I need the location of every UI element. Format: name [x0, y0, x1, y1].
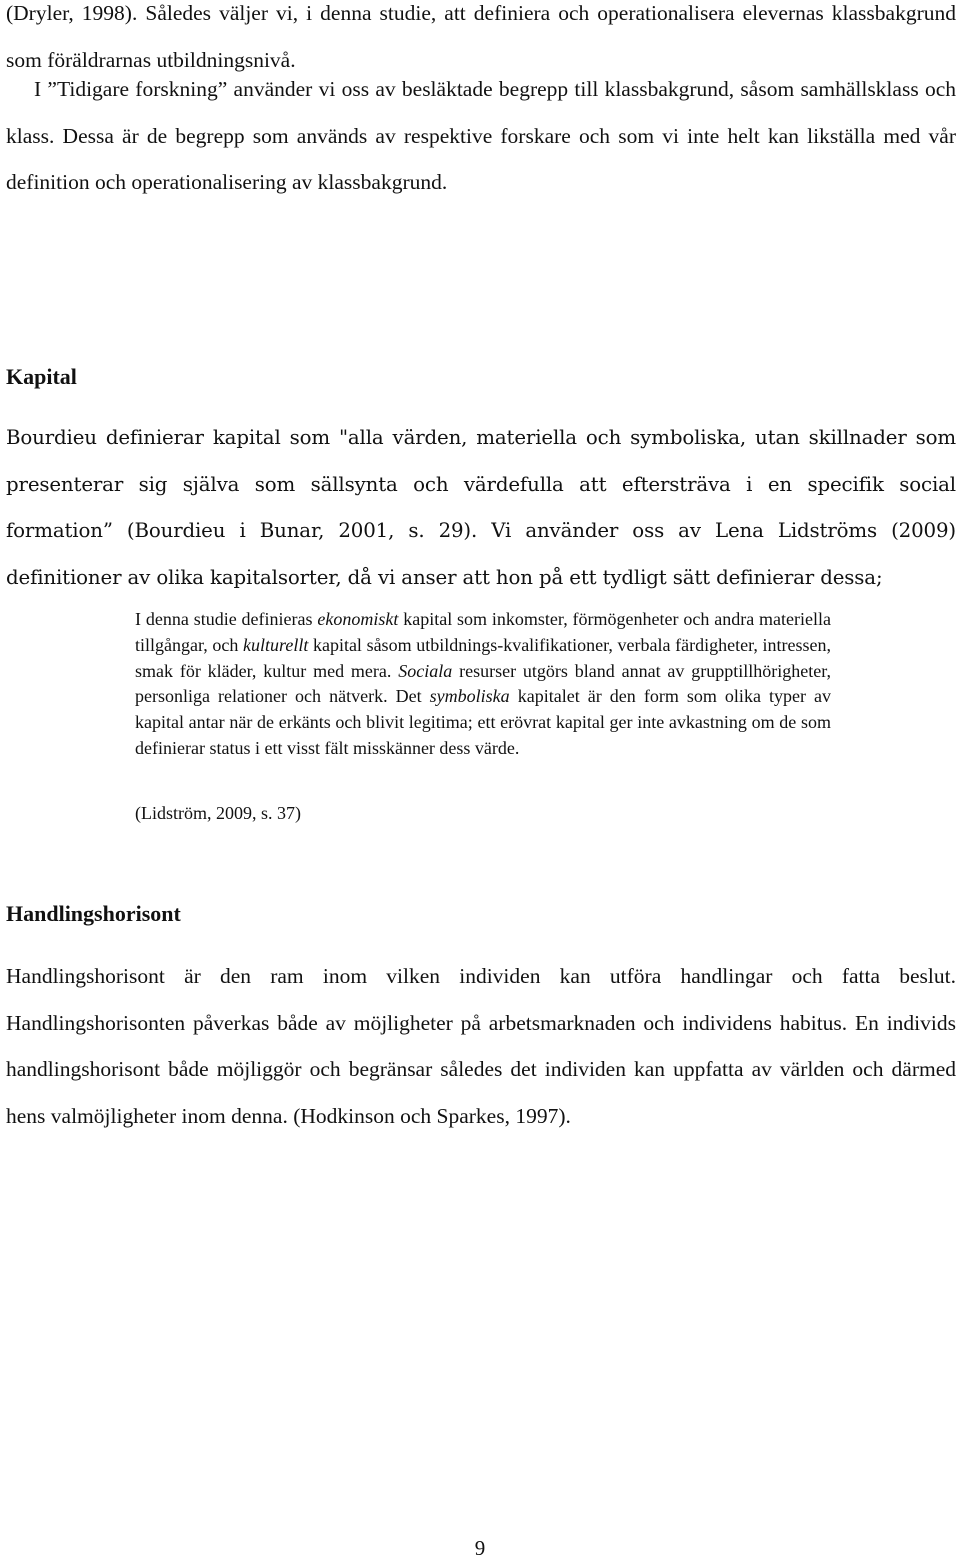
- paragraph-handlingshorisont: Handlingshorisont är den ram inom vilken individen kan utföra handlingar och fatta beslut. Handlingshorisonten påverkas både av möjligheter på arbetsmarknaden och individens habitus. En individs handlingshorisont både möjliggör och begränsar således det individen kan uppfatta av världen och därmed hens valmöjligheter inom denna. (Hodkinson och Sparkes, 1997).: [6, 964, 956, 1128]
- section-heading-kapital: Kapital: [6, 364, 77, 389]
- quote-text: kapital såsom utbildnings-kvalifikationer, verbala färdigheter, intressen, smak för kläder, kultur med mera.: [135, 634, 831, 681]
- quote-emphasis-ekonomiskt: ekonomiskt: [317, 609, 399, 629]
- quote-text: resurser utgörs bland annat av grupptillhörigheter, personliga relationer och nätverk. Det: [135, 660, 831, 707]
- section-heading-handlingshorisont: Handlingshorisont: [6, 901, 181, 926]
- paragraph-tidigare-forskning: I ”Tidigare forskning” använder vi oss av besläktade begrepp till klassbakgrund, såsom samhällsklass och klass. Dessa är de begrepp som används av respektive forskare och som vi inte helt kan likställa med vår definition och operationalisering av klassbakgrund.: [6, 77, 956, 194]
- paragraph-dryler: (Dryler, 1998). Således väljer vi, i denna studie, att definiera och operationalisera elevernas klassbakgrund som föräldrarnas utbildningsnivå.: [6, 1, 956, 72]
- quote-text: kapital som inkomster, förmögenheter och andra materiella tillgångar, och: [135, 609, 831, 655]
- quote-text: kapitalet är den form som olika typer av kapital antar när de erkänts och blivit legitima; ett erövrat kapital ger inte avkastning om de som definierar status i ett visst fält misskänner dess värde.: [135, 686, 832, 758]
- paragraph-kapital: Bourdieu definierar kapital som "alla värden, materiella och symboliska, utan skillnader som presenterar sig själva som sällsynta och värdefulla att eftersträva i en specifik social formation” (Bourdieu i Bunar, 2001, s. 29). Vi använder oss av Lena Lidströms (2009) definitioner av olika kapitalsorter, då vi anser att hon på ett tydligt sätt definierar dessa;: [6, 426, 956, 589]
- page-number: 9: [474, 1536, 486, 1560]
- quote-text: I denna studie definieras: [135, 609, 318, 629]
- block-quote-lidstrom: [135, 607, 831, 762]
- quote-emphasis-symboliska: symboliska: [429, 686, 510, 707]
- quote-emphasis-sociala: Sociala: [398, 660, 453, 681]
- quote-citation: (Lidström, 2009, s. 37): [135, 803, 301, 823]
- quote-emphasis-kulturellt: kulturellt: [243, 634, 309, 655]
